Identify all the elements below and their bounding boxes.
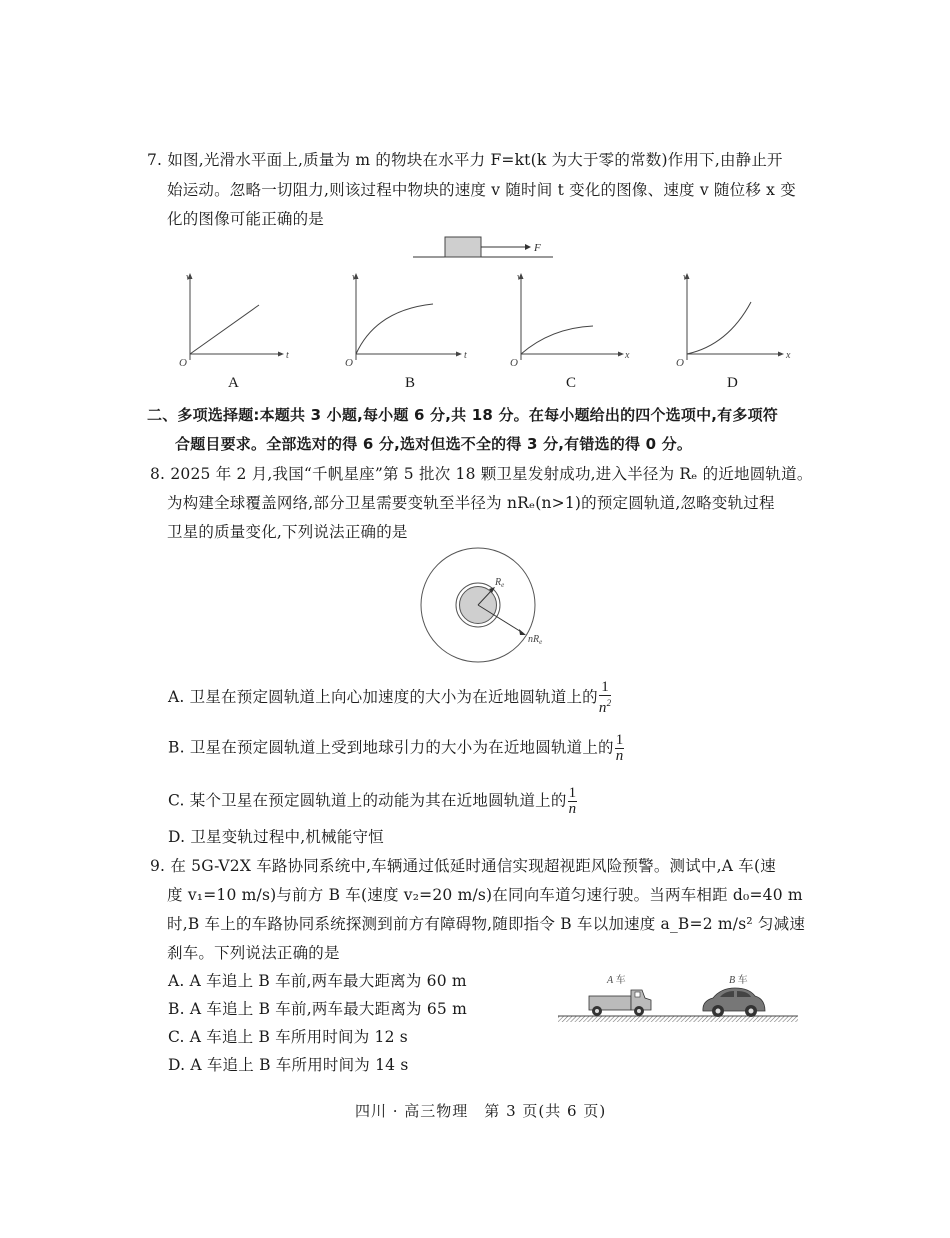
q8-option-c[interactable]	[168, 786, 577, 817]
truck-a-icon	[589, 990, 651, 1016]
svg-text:x: x	[625, 350, 630, 361]
q8-stem-line1: 8. 2025 年 2 月,我国“千帆星座”第 5 批次 18 颗卫星发射成功,进入半径为 Rₑ 的近地圆轨道。	[150, 465, 813, 483]
graph-d-label[interactable]: D	[727, 375, 738, 391]
graph-b-label[interactable]: B	[405, 375, 416, 391]
svg-text:t: t	[286, 350, 289, 361]
svg-text:v: v	[517, 272, 522, 283]
q9-stem-line3: 时,B 车上的车路协同系统探测到前方有障碍物,随即指令 B 车以加速度 a_B=2 m/s² 匀减速	[167, 915, 806, 933]
graph-c	[506, 270, 636, 370]
q9-option-d[interactable]: D. A 车追上 B 车所用时间为 14 s	[168, 1056, 409, 1074]
car-a-label: A 车	[607, 975, 626, 986]
car-b-label: B 车	[729, 975, 748, 986]
q9-option-a[interactable]: A. A 车追上 B 车前,两车最大距离为 60 m	[168, 972, 467, 990]
q7-stem-line1: 7. 如图,光滑水平面上,质量为 m 的物块在水平力 F=kt(k 为大于零的常数)作用下,由静止开	[147, 151, 783, 169]
force-label: F	[534, 242, 541, 254]
block-force-diagram	[410, 234, 560, 260]
q8-option-b-text: B. 卫星在预定圆轨道上受到地球引力的大小为在近地圆轨道上的	[168, 738, 614, 757]
q9-stem-line1: 9. 在 5G-V2X 车路协同系统中,车辆通过低延时通信实现超视距风险预警。测试中,A 车(速	[150, 857, 776, 875]
q8-option-a-text: A. 卫星在预定圆轨道上向心加速度的大小为在近地圆轨道上的	[168, 688, 598, 706]
orbit-diagram	[415, 545, 555, 670]
svg-text:O: O	[345, 357, 353, 369]
q8-option-b[interactable]	[168, 733, 624, 764]
q8-option-a[interactable]	[168, 680, 611, 716]
section2-heading-line1: 二、多项选择题:本题共 3 小题,每小题 6 分,共 18 分。在每小题给出的四个选项中,有多项符	[147, 406, 778, 424]
fraction: $\frac{1}{n^2}$	[598, 679, 612, 716]
page-footer: 四川 · 高三物理 第 3 页(共 6 页)	[355, 1102, 607, 1120]
svg-text:O: O	[676, 357, 684, 369]
q7-stem-line3: 化的图像可能正确的是	[167, 210, 325, 228]
car-b-icon	[703, 988, 765, 1017]
q8-stem-line3: 卫星的质量变化,下列说法正确的是	[167, 523, 408, 541]
svg-text:v: v	[683, 272, 688, 283]
fraction: $\frac{1}{n}$	[615, 732, 624, 764]
q8-option-d[interactable]: D. 卫星变轨过程中,机械能守恒	[168, 828, 384, 846]
q9-option-c[interactable]: C. A 车追上 B 车所用时间为 12 s	[168, 1028, 408, 1046]
svg-text:O: O	[179, 357, 187, 369]
q9-stem-line4: 刹车。下列说法正确的是	[167, 944, 340, 962]
section2-heading-line2: 合题目要求。全部选对的得 6 分,选对但选不全的得 3 分,有错选的得 0 分。	[175, 435, 693, 453]
svg-text:v: v	[352, 272, 357, 283]
q8-option-c-text: C. 某个卫星在预定圆轨道上的动能为其在近地圆轨道上的	[168, 791, 567, 810]
q8-stem-line2: 为构建全球覆盖网络,部分卫星需要变轨至半径为 nRₑ(n>1)的预定圆轨道,忽略变轨过程	[167, 494, 775, 512]
svg-text:v: v	[186, 272, 191, 283]
fraction: $\frac{1}{n}$	[568, 785, 577, 817]
graph-d	[673, 270, 803, 370]
outer-radius-label: $nR_e$	[528, 634, 543, 646]
graph-c-label[interactable]: C	[566, 375, 577, 391]
svg-text:x: x	[786, 350, 791, 361]
q7-stem-line2: 始运动。忽略一切阻力,则该过程中物块的速度 v 随时间 t 变化的图像、速度 v 随位移 x 变	[167, 181, 796, 199]
graph-b	[341, 270, 471, 370]
cars-diagram	[555, 965, 800, 1025]
q9-stem-line2: 度 v₁=10 m/s)与前方 B 车(速度 v₂=20 m/s)在同向车道匀速行驶。当两车相距 d₀=40 m	[167, 886, 803, 904]
q9-option-b[interactable]: B. A 车追上 B 车前,两车最大距离为 65 m	[168, 1000, 468, 1018]
svg-text:t: t	[464, 350, 467, 361]
graph-a	[176, 270, 296, 370]
svg-text:O: O	[510, 357, 518, 369]
inner-radius-label: $R_e$	[495, 577, 505, 589]
graph-a-label[interactable]: A	[228, 375, 239, 391]
